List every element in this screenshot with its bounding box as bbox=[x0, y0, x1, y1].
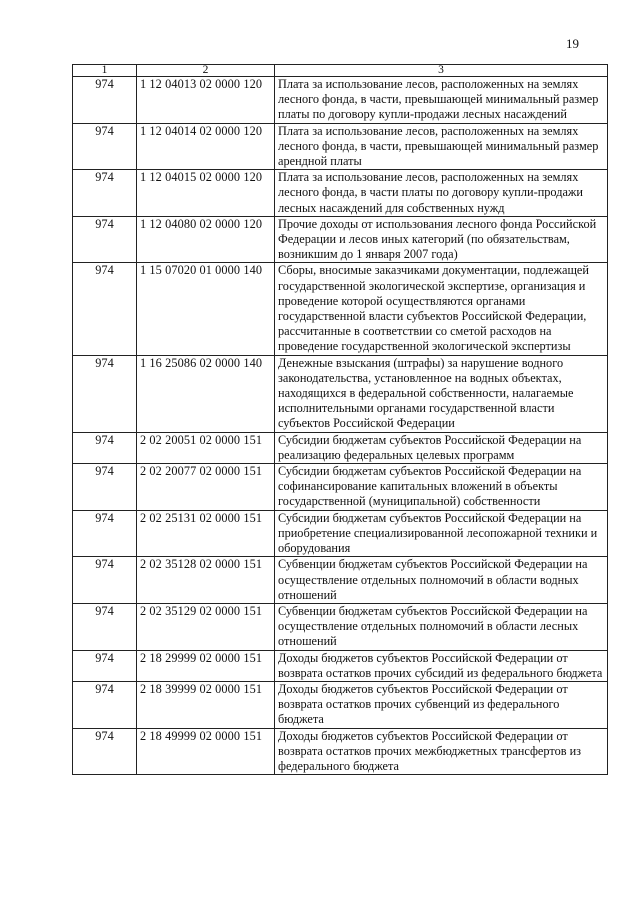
admin-code-cell: 974 bbox=[73, 464, 137, 511]
budget-code-cell: 2 02 20051 02 0000 151 bbox=[137, 432, 275, 463]
table-row bbox=[73, 510, 608, 557]
table-row bbox=[73, 77, 608, 124]
budget-code-cell: 1 12 04080 02 0000 120 bbox=[137, 216, 275, 263]
table-row bbox=[73, 123, 608, 170]
budget-code-table bbox=[72, 64, 608, 775]
table-row bbox=[73, 603, 608, 650]
description-cell: Плата за использование лесов, расположенных на землях лесного фонда, в части, превышающей минимальный размер арендной платы bbox=[275, 123, 608, 170]
description-cell: Субвенции бюджетам субъектов Российской Федерации на осуществление отдельных полномочий в области водных отношений bbox=[275, 557, 608, 604]
admin-code-cell: 974 bbox=[73, 557, 137, 604]
budget-code-cell: 2 02 25131 02 0000 151 bbox=[137, 510, 275, 557]
description-cell: Субсидии бюджетам субъектов Российской Федерации на реализацию федеральных целевых программ bbox=[275, 432, 608, 463]
description-cell: Доходы бюджетов субъектов Российской Федерации от возврата остатков прочих субсидий из федерального бюджета bbox=[275, 650, 608, 681]
description-cell: Сборы, вносимые заказчиками документации, подлежащей государственной экологической экспертизе, организация и проведение которой осуществляются органами государственной власти субъектов Российской Федерации, рассчитанные в соответствии со сметой расходов на проведение государственной экологической экспертизы bbox=[275, 263, 608, 355]
table-row bbox=[73, 650, 608, 681]
page-number: 19 bbox=[566, 36, 579, 51]
budget-code-cell: 2 02 20077 02 0000 151 bbox=[137, 464, 275, 511]
admin-code-cell: 974 bbox=[73, 263, 137, 355]
column-header-3: 3 bbox=[275, 65, 608, 77]
admin-code-cell: 974 bbox=[73, 650, 137, 681]
admin-code-cell: 974 bbox=[73, 355, 137, 432]
description-cell: Субсидии бюджетам субъектов Российской Федерации на софинансирование капитальных вложений в объекты государственной (муниципальной) собственности bbox=[275, 464, 608, 511]
budget-code-cell: 2 18 49999 02 0000 151 bbox=[137, 728, 275, 775]
budget-code-cell: 1 12 04013 02 0000 120 bbox=[137, 77, 275, 124]
description-cell: Субсидии бюджетам субъектов Российской Федерации на приобретение специализированной лесопожарной техники и оборудования bbox=[275, 510, 608, 557]
budget-code-cell: 2 18 29999 02 0000 151 bbox=[137, 650, 275, 681]
admin-code-cell: 974 bbox=[73, 123, 137, 170]
admin-code-cell: 974 bbox=[73, 728, 137, 775]
admin-code-cell: 974 bbox=[73, 216, 137, 263]
budget-code-cell: 1 12 04014 02 0000 120 bbox=[137, 123, 275, 170]
budget-code-cell: 1 15 07020 01 0000 140 bbox=[137, 263, 275, 355]
table-row bbox=[73, 464, 608, 511]
table-row bbox=[73, 432, 608, 463]
table-row bbox=[73, 216, 608, 263]
table-row bbox=[73, 681, 608, 728]
column-header-2: 2 bbox=[137, 65, 275, 77]
budget-code-cell: 2 18 39999 02 0000 151 bbox=[137, 681, 275, 728]
admin-code-cell: 974 bbox=[73, 170, 137, 217]
description-cell: Субвенции бюджетам субъектов Российской Федерации на осуществление отдельных полномочий в области лесных отношений bbox=[275, 603, 608, 650]
table-row bbox=[73, 728, 608, 775]
table-header-row bbox=[73, 65, 608, 77]
budget-code-cell: 1 12 04015 02 0000 120 bbox=[137, 170, 275, 217]
admin-code-cell: 974 bbox=[73, 432, 137, 463]
description-cell: Плата за использование лесов, расположенных на землях лесного фонда, в части, превышающей минимальный размер платы по договору купли-продажи лесных насаждений bbox=[275, 77, 608, 124]
table-row bbox=[73, 263, 608, 355]
column-header-1: 1 bbox=[73, 65, 137, 77]
description-cell: Плата за использование лесов, расположенных на землях лесного фонда, в части платы по договору купли-продажи лесных насаждений для собственных нужд bbox=[275, 170, 608, 217]
table-row bbox=[73, 170, 608, 217]
budget-code-cell: 2 02 35129 02 0000 151 bbox=[137, 603, 275, 650]
admin-code-cell: 974 bbox=[73, 681, 137, 728]
description-cell: Доходы бюджетов субъектов Российской Федерации от возврата остатков прочих межбюджетных трансфертов из федерального бюджета bbox=[275, 728, 608, 775]
table-row bbox=[73, 557, 608, 604]
description-cell: Доходы бюджетов субъектов Российской Федерации от возврата остатков прочих субвенций из федерального бюджета bbox=[275, 681, 608, 728]
admin-code-cell: 974 bbox=[73, 77, 137, 124]
budget-code-cell: 2 02 35128 02 0000 151 bbox=[137, 557, 275, 604]
description-cell: Прочие доходы от использования лесного фонда Российской Федерации и лесов иных категорий (по обязательствам, возникшим до 1 января 2007 года) bbox=[275, 216, 608, 263]
table-row bbox=[73, 355, 608, 432]
admin-code-cell: 974 bbox=[73, 603, 137, 650]
description-cell: Денежные взыскания (штрафы) за нарушение водного законодательства, установленное на водных объектах, находящихся в федеральной собственности, налагаемые исполнительными органами государственной власти субъектов Российской Федерации bbox=[275, 355, 608, 432]
budget-code-cell: 1 16 25086 02 0000 140 bbox=[137, 355, 275, 432]
admin-code-cell: 974 bbox=[73, 510, 137, 557]
